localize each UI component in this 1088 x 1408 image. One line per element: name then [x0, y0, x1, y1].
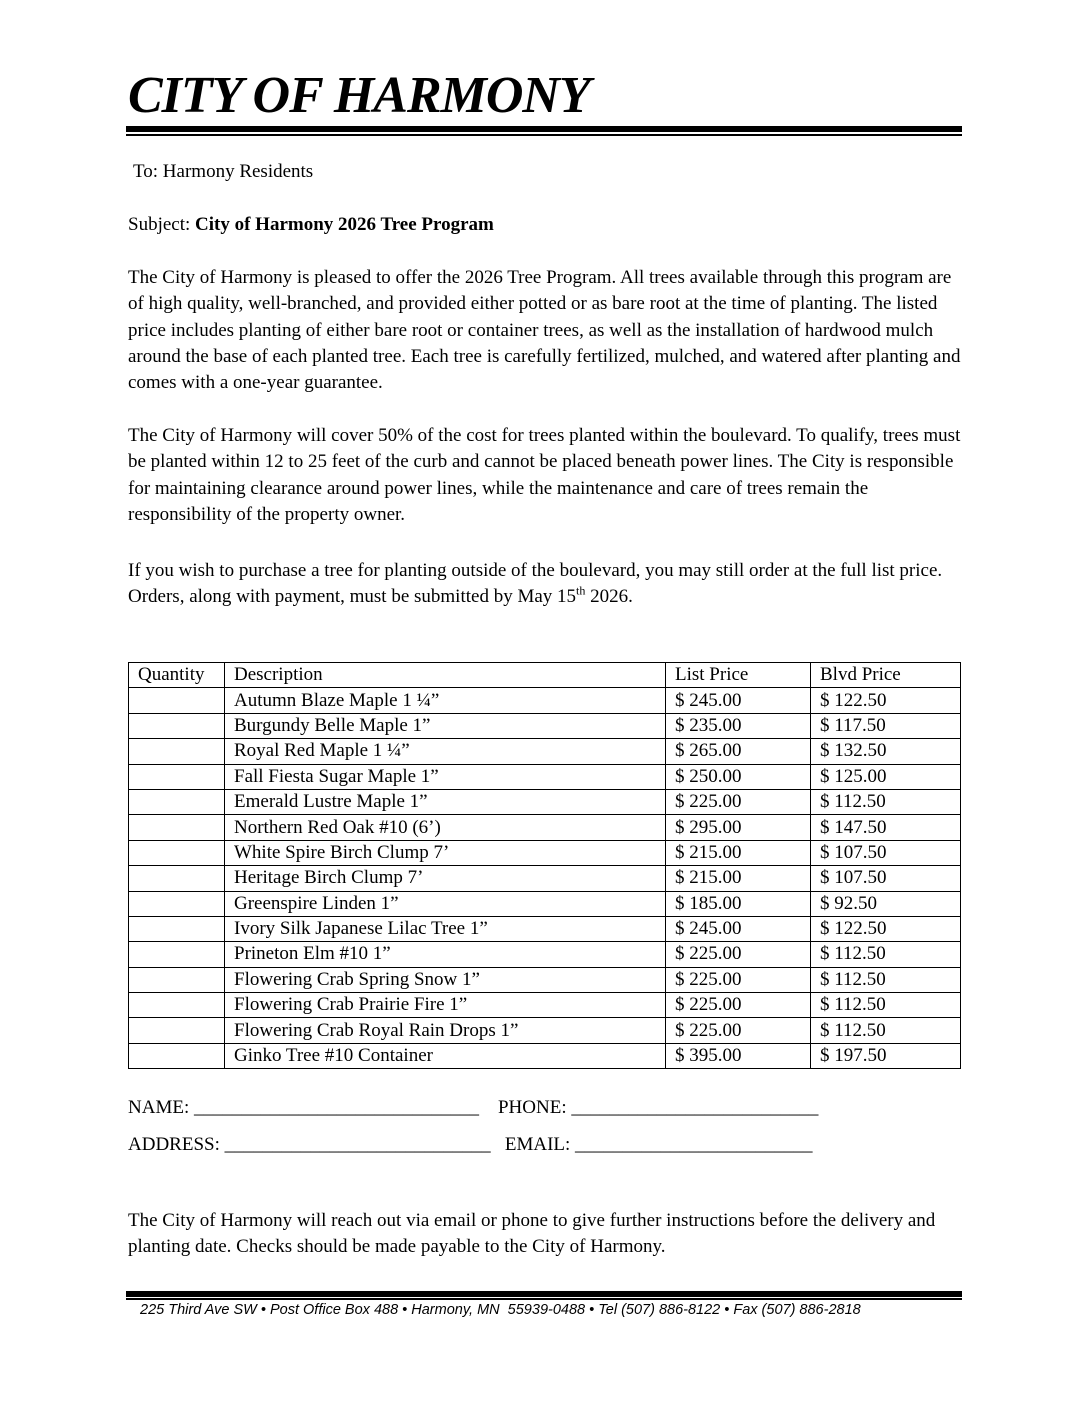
description-cell: Ginko Tree #10 Container	[225, 1043, 666, 1068]
blvd-price-cell: $ 125.00	[811, 764, 961, 789]
header-rule	[126, 126, 962, 136]
description-cell: Flowering Crab Spring Snow 1”	[225, 967, 666, 992]
description-cell: Royal Red Maple 1 ¼”	[225, 739, 666, 764]
header-description: Description	[225, 663, 666, 688]
paragraph-instructions: The City of Harmony will reach out via email or phone to give further instructions before the delivery and planting date. Checks should be made payable to the City of Harmony.	[128, 1210, 936, 1258]
paragraph-deadline	[128, 558, 964, 611]
page-title: CITY OF HARMONY	[128, 67, 590, 124]
table-row	[129, 739, 961, 764]
table-row	[129, 967, 961, 992]
deadline-text: If you wish to purchase a tree for planting outside of the boulevard, you may still order at the full list price. Orders, along with payment, must be submitted by May 15	[128, 560, 943, 608]
blvd-price-cell: $ 92.50	[811, 891, 961, 916]
description-cell: Ivory Silk Japanese Lilac Tree 1”	[225, 916, 666, 941]
blvd-price-cell: $ 122.50	[811, 688, 961, 713]
address-field[interactable]: ____________________________	[224, 1134, 491, 1155]
quantity-cell[interactable]	[129, 967, 225, 992]
table-row	[129, 840, 961, 865]
description-cell: Greenspire Linden 1”	[225, 891, 666, 916]
tree-order-table	[128, 662, 961, 1069]
footer-rule	[126, 1291, 962, 1300]
header-list-price: List Price	[666, 663, 811, 688]
blvd-price-cell: $ 107.50	[811, 866, 961, 891]
subject-label: Subject:	[128, 214, 196, 235]
quantity-cell[interactable]	[129, 713, 225, 738]
ordinal-suffix: th	[576, 583, 586, 598]
email-field[interactable]: _________________________	[575, 1134, 813, 1155]
list-price-cell: $ 250.00	[666, 764, 811, 789]
quantity-cell[interactable]	[129, 764, 225, 789]
table-row	[129, 789, 961, 814]
list-price-cell: $ 185.00	[666, 891, 811, 916]
blvd-price-cell: $ 107.50	[811, 840, 961, 865]
table-row	[129, 688, 961, 713]
description-cell: Autumn Blaze Maple 1 ¼”	[225, 688, 666, 713]
name-phone-row	[128, 1097, 818, 1119]
list-price-cell: $ 265.00	[666, 739, 811, 764]
table-row	[129, 815, 961, 840]
quantity-cell[interactable]	[129, 942, 225, 967]
blvd-price-cell: $ 112.50	[811, 993, 961, 1018]
list-price-cell: $ 215.00	[666, 866, 811, 891]
blvd-price-cell: $ 117.50	[811, 713, 961, 738]
description-cell: Emerald Lustre Maple 1”	[225, 789, 666, 814]
blvd-price-cell: $ 112.50	[811, 1018, 961, 1043]
footer-address: 225 Third Ave SW • Post Office Box 488 • Harmony, MN 55939-0488 • Tel (507) 886-8122 • Fax (507) 886-2818	[140, 1302, 861, 1318]
list-price-cell: $ 225.00	[666, 1018, 811, 1043]
header-quantity: Quantity	[129, 663, 225, 688]
list-price-cell: $ 225.00	[666, 967, 811, 992]
subject-value: City of Harmony 2026 Tree Program	[195, 214, 494, 235]
table-row	[129, 866, 961, 891]
description-cell: Prineton Elm #10 1”	[225, 942, 666, 967]
list-price-cell: $ 235.00	[666, 713, 811, 738]
list-price-cell: $ 225.00	[666, 789, 811, 814]
address-label: ADDRESS:	[128, 1134, 225, 1155]
paragraph-boulevard: The City of Harmony will cover 50% of the cost for trees planted within the boulevard. To qualify, trees must be planted within 12 to 25 feet of the curb and cannot be placed beneath power lines. The City is responsible for maintaining clearance around power lines, while the maintenance and care of trees remain the responsibility of the property owner.	[128, 425, 961, 525]
table-row	[129, 891, 961, 916]
list-price-cell: $ 215.00	[666, 840, 811, 865]
description-cell: White Spire Birch Clump 7’	[225, 840, 666, 865]
paragraph-intro: The City of Harmony is pleased to offer the 2026 Tree Program. All trees available through this program are of high quality, well-branched, and provided either potted or as bare root at the time of planting. The listed price includes planting of either bare root or container trees, as well as the installation of hardwood mulch around the base of each planted tree. Each tree is carefully fertilized, mulched, and watered after planting and comes with a one-year guarantee.	[128, 267, 961, 394]
deadline-year: 2026.	[585, 586, 633, 608]
description-cell: Burgundy Belle Maple 1”	[225, 713, 666, 738]
memo-subject	[128, 212, 964, 238]
address-email-row	[128, 1134, 813, 1156]
quantity-cell[interactable]	[129, 993, 225, 1018]
table-row	[129, 764, 961, 789]
email-label: EMAIL:	[490, 1134, 576, 1155]
blvd-price-cell: $ 132.50	[811, 739, 961, 764]
list-price-cell: $ 395.00	[666, 1043, 811, 1068]
list-price-cell: $ 295.00	[666, 815, 811, 840]
quantity-cell[interactable]	[129, 891, 225, 916]
table-row	[129, 993, 961, 1018]
name-label: NAME:	[128, 1097, 194, 1118]
name-field[interactable]: ______________________________	[193, 1097, 479, 1118]
quantity-cell[interactable]	[129, 815, 225, 840]
quantity-cell[interactable]	[129, 1043, 225, 1068]
list-price-cell: $ 225.00	[666, 942, 811, 967]
list-price-cell: $ 225.00	[666, 993, 811, 1018]
quantity-cell[interactable]	[129, 739, 225, 764]
blvd-price-cell: $ 112.50	[811, 942, 961, 967]
quantity-cell[interactable]	[129, 916, 225, 941]
description-cell: Fall Fiesta Sugar Maple 1”	[225, 764, 666, 789]
description-cell: Flowering Crab Prairie Fire 1”	[225, 993, 666, 1018]
header-blvd-price: Blvd Price	[811, 663, 961, 688]
quantity-cell[interactable]	[129, 866, 225, 891]
table-row	[129, 713, 961, 738]
memo-to: To: Harmony Residents	[133, 161, 314, 182]
quantity-cell[interactable]	[129, 840, 225, 865]
list-price-cell: $ 245.00	[666, 916, 811, 941]
blvd-price-cell: $ 197.50	[811, 1043, 961, 1068]
quantity-cell[interactable]	[129, 688, 225, 713]
description-cell: Northern Red Oak #10 (6’)	[225, 815, 666, 840]
blvd-price-cell: $ 122.50	[811, 916, 961, 941]
table-row	[129, 1043, 961, 1068]
blvd-price-cell: $ 147.50	[811, 815, 961, 840]
description-cell: Flowering Crab Royal Rain Drops 1”	[225, 1018, 666, 1043]
blvd-price-cell: $ 112.50	[811, 789, 961, 814]
description-cell: Heritage Birch Clump 7’	[225, 866, 666, 891]
quantity-cell[interactable]	[129, 1018, 225, 1043]
blvd-price-cell: $ 112.50	[811, 967, 961, 992]
list-price-cell: $ 245.00	[666, 688, 811, 713]
table-row	[129, 942, 961, 967]
phone-field[interactable]: __________________________	[571, 1097, 819, 1118]
table-header-row	[129, 663, 961, 688]
table-row	[129, 1018, 961, 1043]
phone-label: PHONE:	[478, 1097, 572, 1118]
table-row	[129, 916, 961, 941]
quantity-cell[interactable]	[129, 789, 225, 814]
